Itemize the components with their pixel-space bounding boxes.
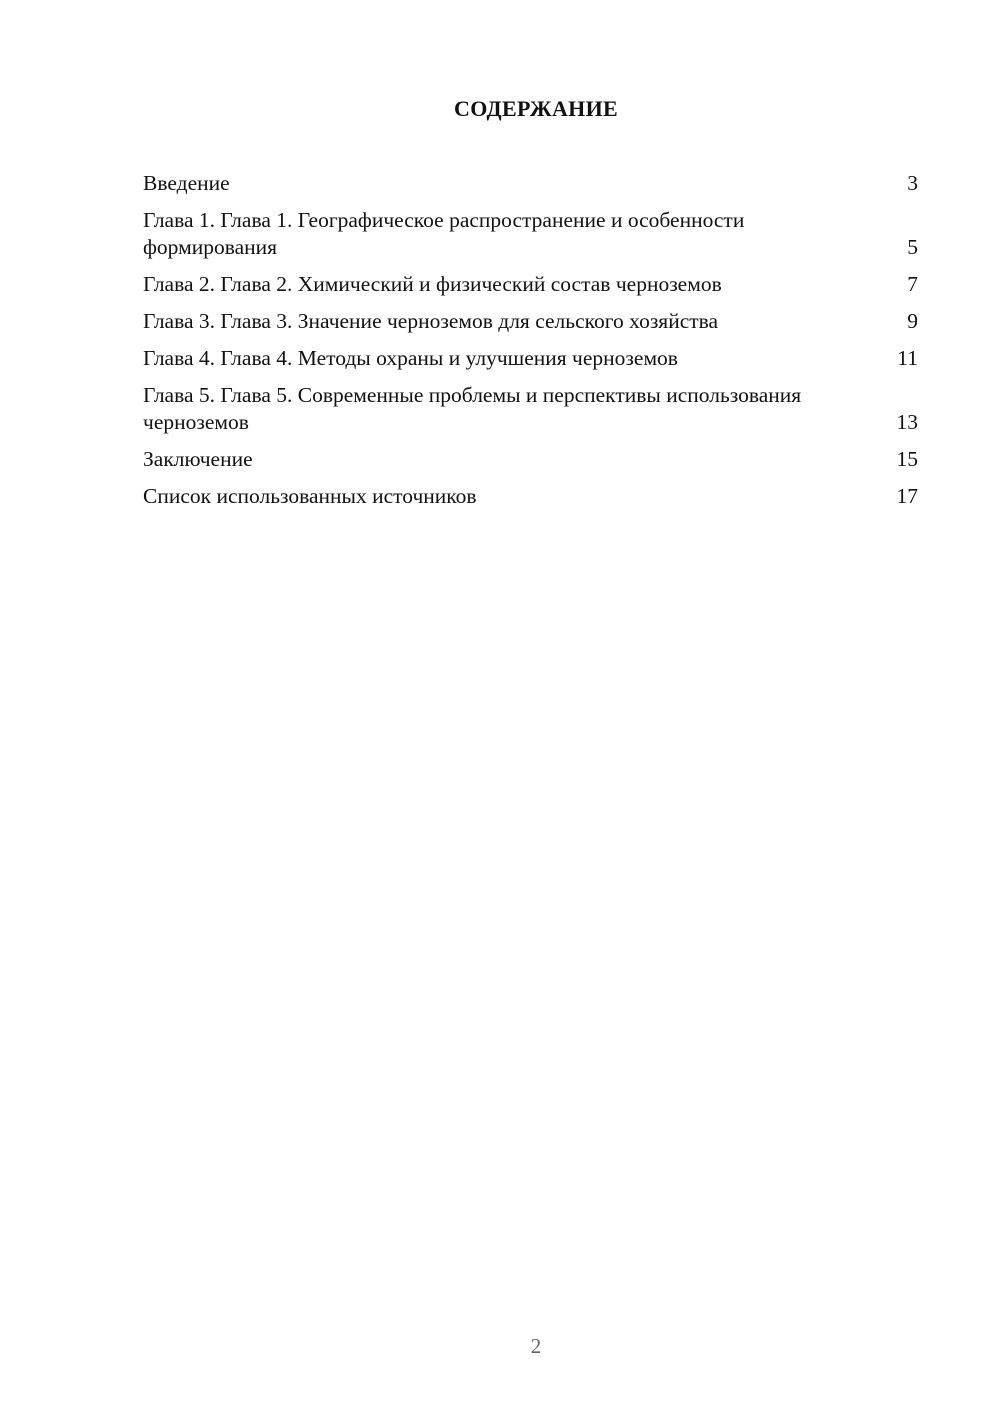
toc-entry-label: Список использованных источников: [143, 484, 477, 508]
toc-entry-page: 17: [896, 484, 918, 508]
toc-entry-chapter-5: [143, 382, 918, 436]
toc-entry-references: [143, 483, 918, 510]
toc-entry-page: 5: [907, 235, 918, 259]
toc-entry-label: Заключение: [143, 447, 253, 471]
page-title: СОДЕРЖАНИЕ: [454, 96, 618, 121]
toc-entry-label: Введение: [143, 171, 230, 195]
toc-entry-label: Глава 1. Глава 1. Географическое распространение и особенности формирования: [143, 208, 745, 259]
table-of-contents: [143, 170, 918, 520]
toc-entry-chapter-1: [143, 207, 918, 261]
toc-entry-page: 7: [907, 272, 918, 296]
toc-entry-page: 3: [907, 171, 918, 195]
toc-entry-label: Глава 5. Глава 5. Современные проблемы и перспективы использования черноземов: [143, 383, 802, 434]
toc-entry-conclusion: [143, 446, 918, 473]
toc-entry-label: Глава 4. Глава 4. Методы охраны и улучшения черноземов: [143, 346, 678, 370]
toc-entry-chapter-4: [143, 345, 918, 372]
toc-entry-page: 15: [896, 447, 918, 471]
toc-entry-label: Глава 3. Глава 3. Значение черноземов для сельского хозяйства: [143, 309, 719, 333]
toc-entry-page: 13: [896, 410, 918, 434]
page-number: 2: [530, 1334, 542, 1358]
toc-entry-chapter-2: [143, 271, 918, 298]
toc-entry-chapter-3: [143, 308, 918, 335]
toc-entry-introduction: [143, 170, 918, 197]
toc-entry-page: 11: [897, 346, 918, 370]
toc-entry-page: 9: [907, 309, 918, 333]
toc-entry-label: Глава 2. Глава 2. Химический и физический состав черноземов: [143, 272, 722, 296]
